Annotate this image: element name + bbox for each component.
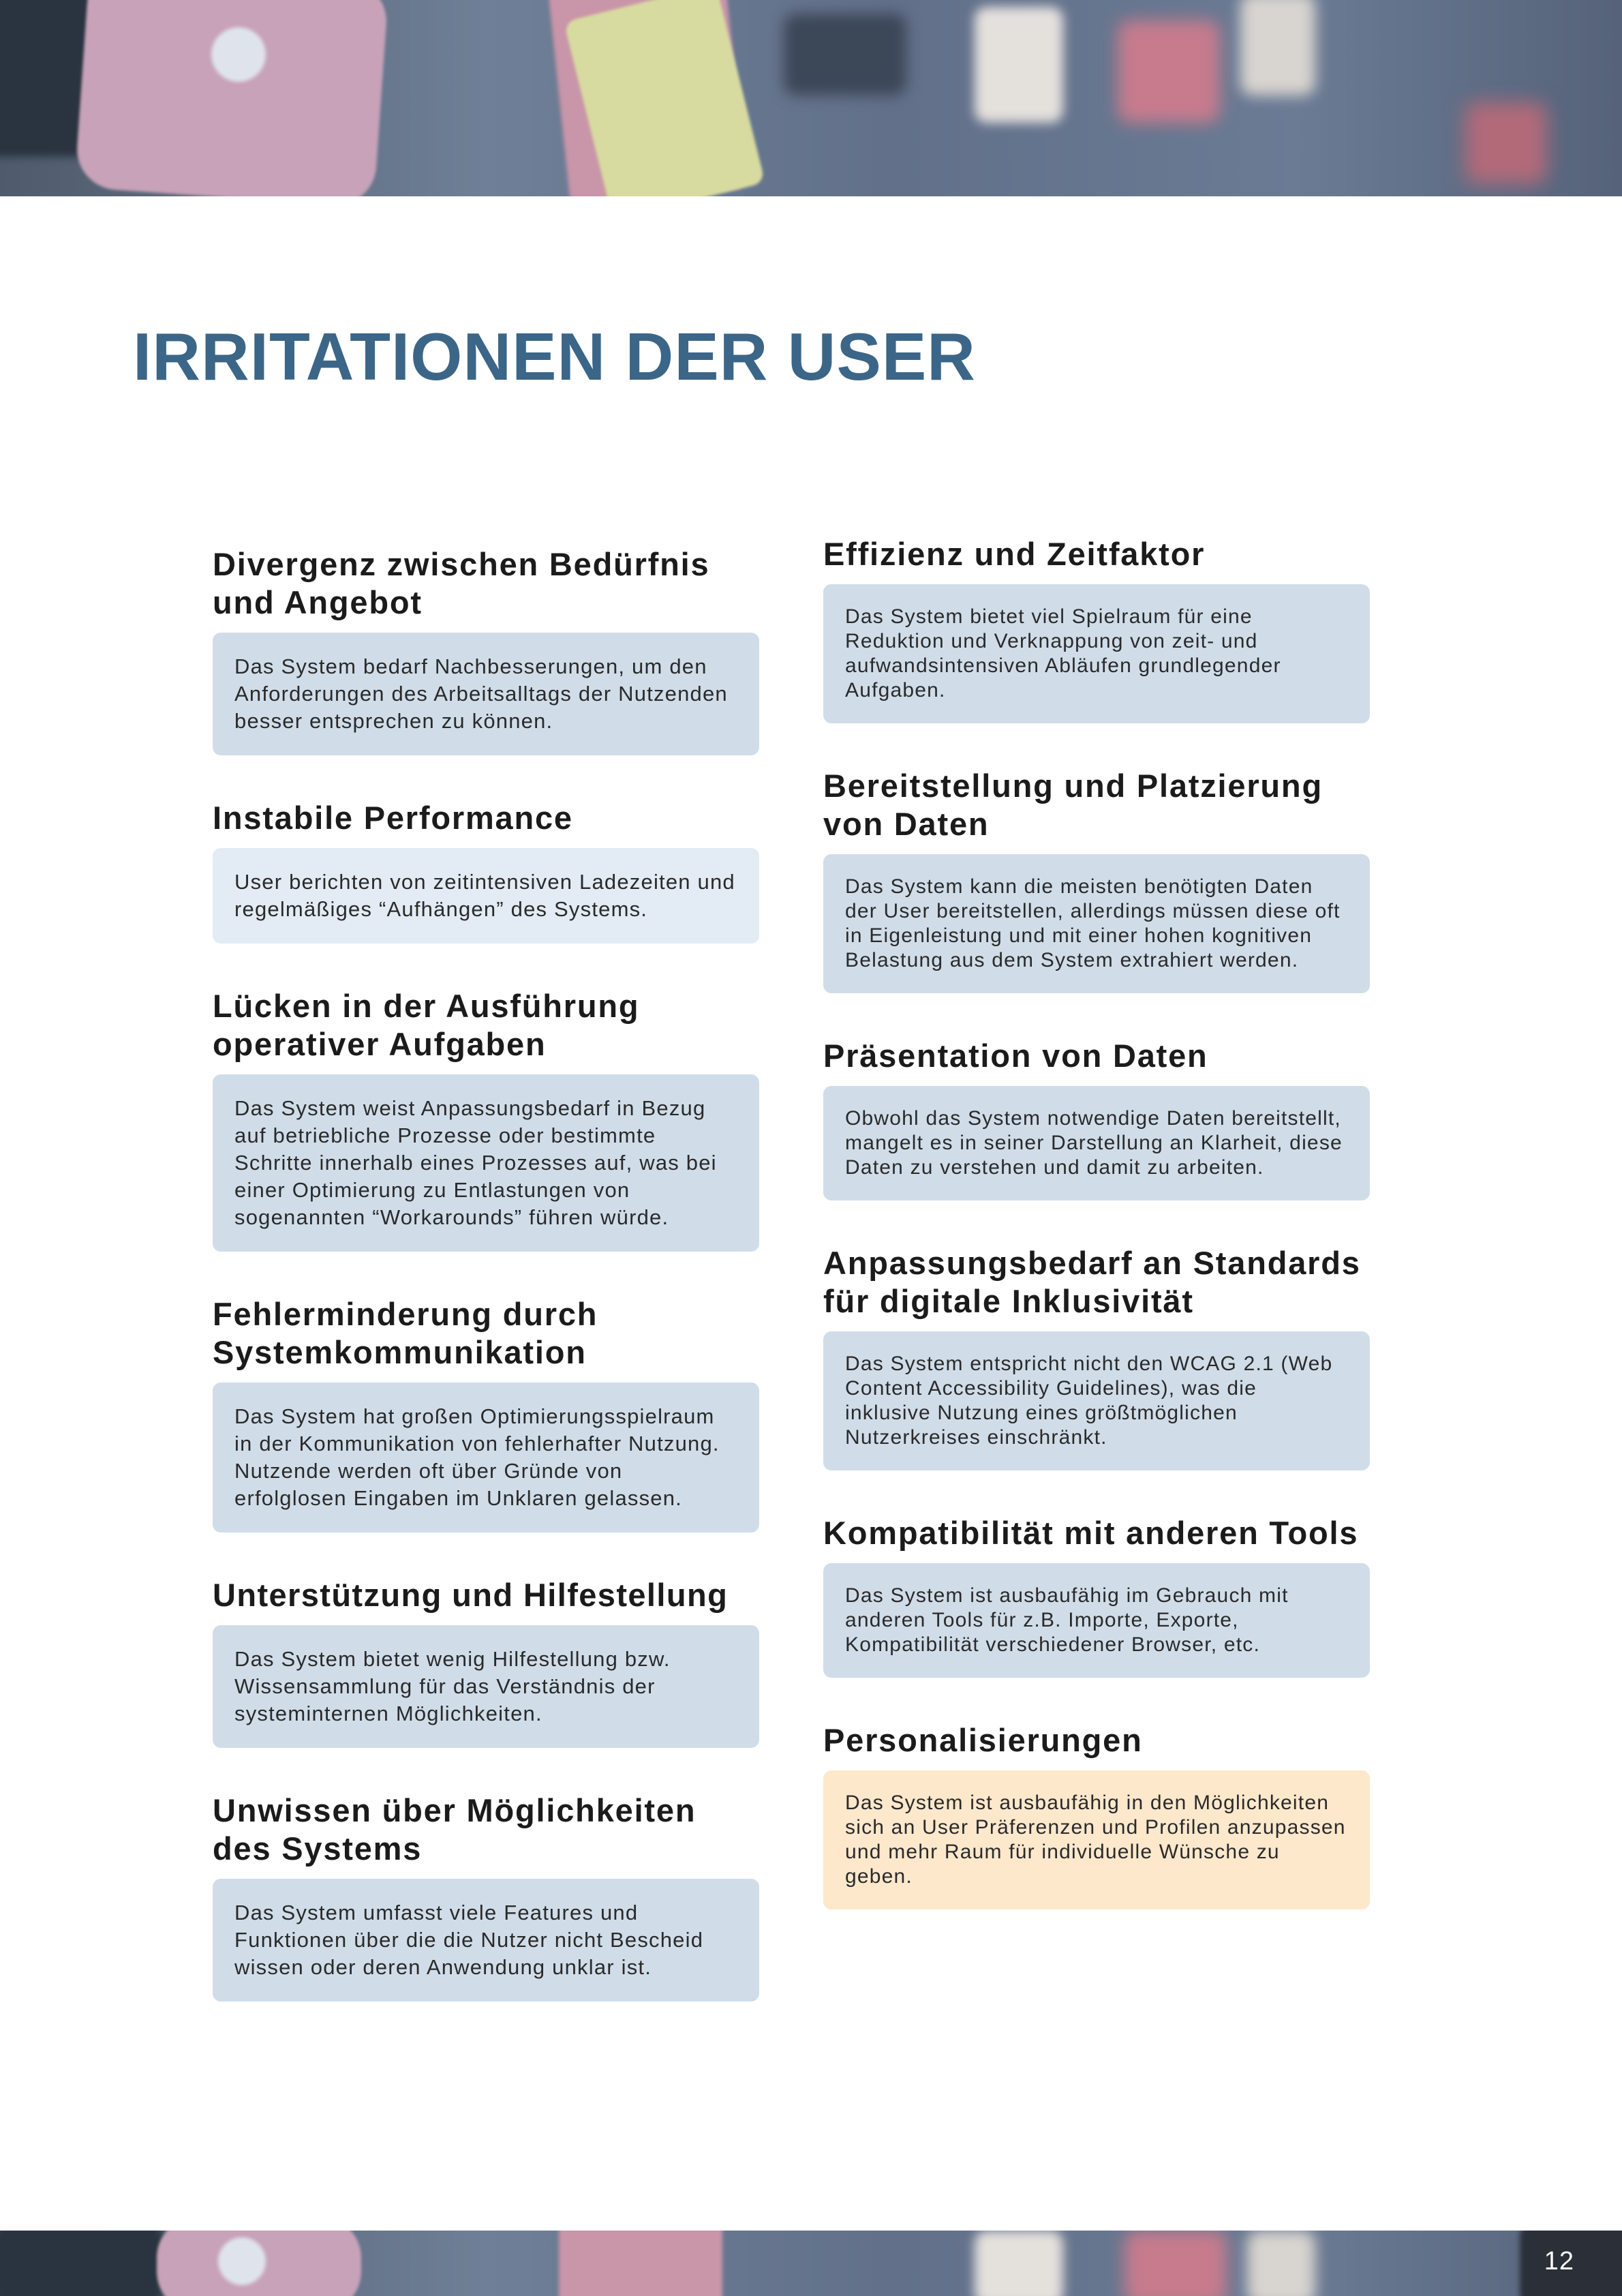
issue-title: Unterstützung und Hilfestellung — [213, 1577, 729, 1613]
issue-item — [823, 1244, 1370, 1470]
left-column — [213, 545, 759, 2045]
issue-item — [823, 1721, 1370, 1909]
issue-title: Instabile Performance — [213, 800, 573, 836]
right-column — [823, 535, 1370, 1953]
issue-description: Das System ist ausbaufähig im Gebrauch mit anderen Tools für z.B. Importe, Exporte, Kompatibilität verschiedener Browser, etc. — [823, 1563, 1370, 1678]
issue-title: Bereitstellung und Platzierung von Daten — [823, 768, 1323, 842]
issue-description: User berichten von zeitintensiven Ladezeiten und regelmäßiges “Aufhängen” des Systems. — [213, 848, 759, 943]
issue-item — [213, 799, 759, 943]
header-photo-banner — [0, 0, 1622, 196]
issue-title: Anpassungsbedarf an Standards für digitale Inklusivität — [823, 1245, 1361, 1319]
issue-title: Unwissen über Möglichkeiten des Systems — [213, 1792, 697, 1867]
issue-title: Effizienz und Zeitfaktor — [823, 536, 1206, 572]
issue-item — [823, 1514, 1370, 1678]
issue-title: Präsentation von Daten — [823, 1038, 1208, 1074]
issue-description: Das System bedarf Nachbesserungen, um den Anforderungen des Arbeitsalltags der Nutzenden besser entsprechen zu können. — [213, 633, 759, 755]
issue-description: Das System kann die meisten benötigten Daten der User bereitstellen, allerdings müssen diese oft in Eigenleistung und mit einer hohen kognitiven Belastung aus dem System extrahiert werden. — [823, 854, 1370, 993]
issue-title: Divergenz zwischen Bedürfnis und Angebot — [213, 546, 710, 620]
issue-description-highlighted: Das System ist ausbaufähig in den Möglichkeiten sich an User Präferenzen und Profilen anzupassen und mehr Raum für individuelle Wünsche zu geben. — [823, 1770, 1370, 1909]
issue-description: Obwohl das System notwendige Daten bereitstellt, mangelt es in seiner Darstellung an Klarheit, diese Daten zu verstehen und damit zu arbeiten. — [823, 1086, 1370, 1200]
issue-item — [213, 1576, 759, 1748]
issue-item — [823, 1037, 1370, 1200]
issue-item — [823, 767, 1370, 993]
issue-item — [213, 1295, 759, 1532]
footer-photo-banner — [0, 2231, 1622, 2296]
issue-description: Das System bietet wenig Hilfestellung bzw. Wissensammlung für das Verständnis der systeminternen Möglichkeiten. — [213, 1625, 759, 1748]
issue-description: Das System bietet viel Spielraum für eine Reduktion und Verknappung von zeit- und aufwandsintensiven Abläufen grundlegender Aufgaben. — [823, 584, 1370, 723]
issue-description: Das System weist Anpassungsbedarf in Bezug auf betriebliche Prozesse oder bestimmte Schritte innerhalb eines Prozesses auf, was bei einer Optimierung zu Entlastungen von sogenannten “Workarounds” führen würde. — [213, 1074, 759, 1252]
issue-title: Kompatibilität mit anderen Tools — [823, 1515, 1359, 1551]
issue-item — [213, 545, 759, 755]
issue-title: Personalisierungen — [823, 1722, 1143, 1758]
page-number: 12 — [1544, 2247, 1574, 2276]
issue-description: Das System umfasst viele Features und Funktionen über die die Nutzer nicht Bescheid wissen oder deren Anwendung unklar ist. — [213, 1879, 759, 2002]
issue-item — [823, 535, 1370, 723]
issue-item — [213, 987, 759, 1252]
issue-description: Das System entspricht nicht den WCAG 2.1 (Web Content Accessibility Guidelines), was die inklusive Nutzung eines größtmöglichen Nutzerkreises einschränkt. — [823, 1331, 1370, 1470]
pushpin-icon — [211, 27, 266, 82]
issue-description: Das System hat großen Optimierungsspielraum in der Kommunikation von fehlerhafter Nutzung. Nutzende werden oft über Gründe von erfolglosen Eingaben im Unklaren gelassen. — [213, 1383, 759, 1532]
page-title: IRRITATIONEN DER USER — [133, 319, 976, 394]
issue-title: Lücken in der Ausführung operativer Aufgaben — [213, 988, 640, 1062]
issue-item — [213, 1792, 759, 2002]
issue-title: Fehlerminderung durch Systemkommunikation — [213, 1296, 598, 1370]
